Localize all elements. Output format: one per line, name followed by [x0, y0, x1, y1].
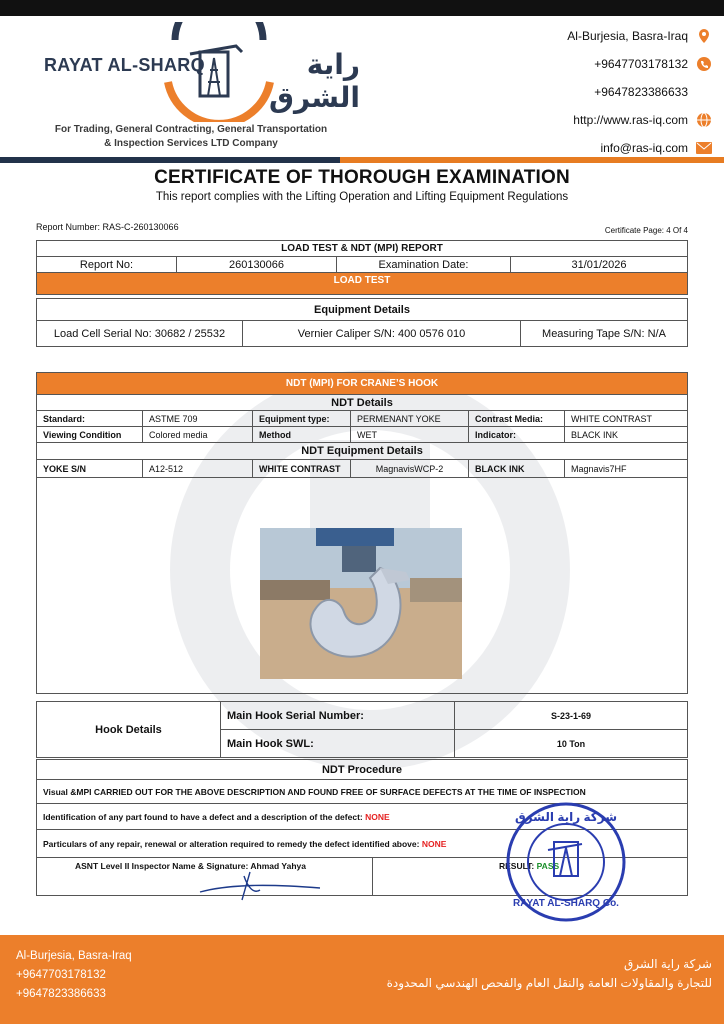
white-contrast-value: MagnavisWCP-2: [351, 460, 469, 478]
hook-swl-label: Main Hook SWL:: [221, 730, 455, 758]
stamp-text-ar: شركة راية الشرق: [514, 810, 618, 824]
address-text: Al-Burjesia, Basra-Iraq: [567, 29, 688, 43]
viewing-value: Colored media: [143, 427, 253, 443]
hook-details-label: Hook Details: [37, 702, 221, 758]
defect-answer: NONE: [365, 811, 390, 822]
report-number: Report Number: RAS-C-260130066: [36, 222, 179, 232]
standard-label: Standard:: [37, 411, 143, 427]
procedure-line-1: Visual &MPI CARRIED OUT FOR THE ABOVE DESCRIPTION AND FOUND FREE OF SURFACE DEFECTS AT THE TIME OF INSPECTION: [37, 780, 688, 804]
top-bar: [0, 0, 724, 16]
exam-date-label: Examination Date:: [337, 257, 511, 273]
header-divider-navy: [0, 157, 340, 163]
tape-serial: Measuring Tape S/N: N/A: [521, 321, 688, 347]
signature-scribble-icon: [190, 866, 330, 906]
black-ink-label: BLACK INK: [469, 460, 565, 478]
result-label: RESULT:: [499, 861, 535, 871]
phone-icon: [696, 56, 712, 72]
repair-question: Particulars of any repair, renewal or alteration required to remedy the defect identified above:: [43, 838, 420, 849]
certificate-page: Certificate Page: 4 Of 4: [604, 226, 688, 235]
tagline-line-2: & Inspection Services LTD Company: [104, 138, 278, 149]
footer-phone-2[interactable]: +9647823386633: [16, 988, 106, 1000]
contact-block: [512, 22, 712, 162]
company-tagline: [36, 123, 346, 151]
hook-table: [36, 701, 688, 758]
white-contrast-label: WHITE CONTRAST: [253, 460, 351, 478]
yoke-label: YOKE S/N: [37, 460, 143, 478]
contact-phone-2: [512, 78, 712, 106]
standard-value: ASTME 709: [143, 411, 253, 427]
ndt-section-bar: NDT (MPI) FOR CRANE’S HOOK: [37, 373, 688, 395]
email-link[interactable]: info@ras-iq.com: [600, 141, 688, 155]
ndt-details-heading: NDT Details: [37, 395, 688, 411]
phone-2-text[interactable]: +9647823386633: [594, 85, 688, 99]
tagline-line-1: For Trading, General Contracting, General Transportation: [54, 124, 328, 135]
mail-icon: [696, 140, 712, 156]
web-link[interactable]: http://www.ras-iq.com: [573, 113, 688, 127]
footer-contact: [16, 947, 132, 1004]
company-stamp: [504, 800, 628, 924]
logo-name-ar: راية الشرق: [268, 49, 360, 113]
spacer-icon: [696, 84, 712, 100]
equipment-details-heading: Equipment Details: [37, 299, 688, 321]
contact-phone-1: [512, 50, 712, 78]
footer-arabic: [387, 955, 712, 993]
footer-address: Al-Burjesia, Basra-Iraq: [16, 950, 132, 962]
equipment-type-label: Equipment type:: [253, 411, 351, 427]
defect-question: Identification of any part found to have a defect and a description of the defect:: [43, 811, 363, 822]
report-no-value: 260130066: [177, 257, 337, 273]
logo-name-en: RAYAT AL-SHARQ: [44, 55, 205, 75]
stamp-text-en: RAYAT AL-SHARQ Co.: [513, 898, 619, 909]
hook-swl-value: 10 Ton: [455, 730, 688, 758]
method-value: WET: [351, 427, 469, 443]
procedure-heading: NDT Procedure: [37, 760, 688, 780]
contrast-value: WHITE CONTRAST: [565, 411, 688, 427]
footer-arabic-line-2: للتجارة والمقاولات العامة والنقل العام والفحص الهندسي المحدودة: [386, 976, 712, 990]
indicator-label: Indicator:: [469, 427, 565, 443]
result-value: PASS: [536, 861, 560, 871]
crane-hook-photo: [260, 528, 462, 679]
contrast-label: Contrast Media:: [469, 411, 565, 427]
ndt-equipment-heading: NDT Equipment Details: [37, 443, 688, 460]
viewing-label: Viewing Condition: [37, 427, 143, 443]
hook-serial-label: Main Hook Serial Number:: [221, 702, 455, 730]
report-no-label: Report No:: [37, 257, 177, 273]
inspector-signature: ASNT Level II Inspector Name & Signature: Ahmad Yahya: [37, 858, 373, 896]
contact-address: [512, 22, 712, 50]
black-ink-value: Magnavis7HF: [565, 460, 688, 478]
contact-web: [512, 106, 712, 134]
footer: [0, 935, 724, 1024]
exam-date-value: 31/01/2026: [511, 257, 688, 273]
report-heading: LOAD TEST & NDT (MPI) REPORT: [37, 241, 688, 257]
globe-icon: [696, 112, 712, 128]
indicator-value: BLACK INK: [565, 427, 688, 443]
equipment-table: [36, 298, 688, 347]
load-cell-serial: Load Cell Serial No: 30682 / 25532: [37, 321, 243, 347]
yoke-value: A12-512: [143, 460, 253, 478]
phone-1-text[interactable]: +9647703178132: [594, 57, 688, 71]
hook-serial-value: S-23-1-69: [455, 702, 688, 730]
method-label: Method: [253, 427, 351, 443]
repair-answer: NONE: [421, 838, 447, 849]
footer-phone-1[interactable]: +9647703178132: [16, 969, 106, 981]
certificate-subtitle: This report complies with the Lifting Operation and Lifting Equipment Regulations: [155, 191, 569, 203]
vernier-serial: Vernier Caliper S/N: 400 0576 010: [243, 321, 521, 347]
footer-arabic-line-1: شركة راية الشرق: [623, 957, 712, 971]
report-table: [36, 240, 688, 295]
certificate-title: CERTIFICATE OF THOROUGH EXAMINATION: [154, 167, 570, 188]
load-test-bar: LOAD TEST: [37, 273, 688, 295]
equipment-type-value: PERMENANT YOKE: [351, 411, 469, 427]
location-pin-icon: [696, 28, 712, 44]
